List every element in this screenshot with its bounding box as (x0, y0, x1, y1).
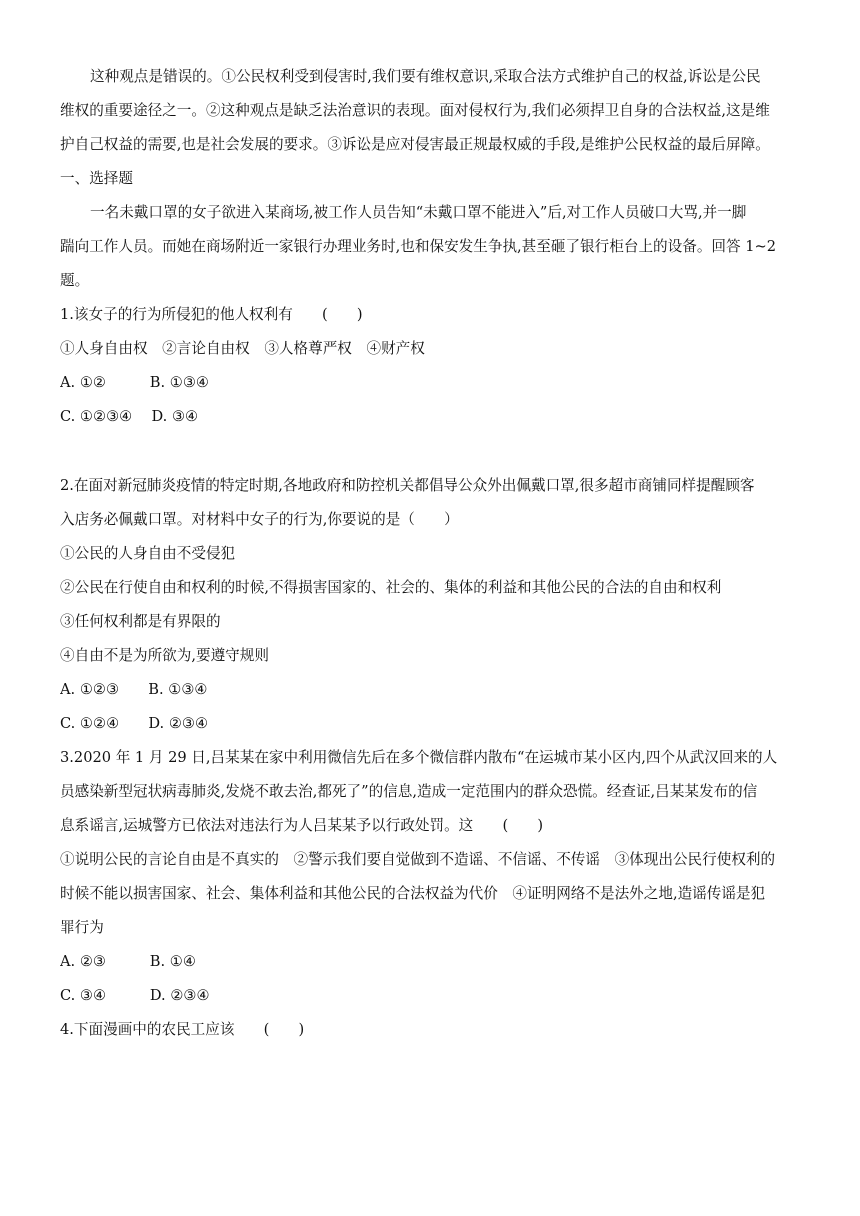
intro-line-1: 这种观点是错误的。①公民权利受到侵害时,我们要有维权意识,采取合法方式维护自己的权益,诉讼是公民 (90, 68, 761, 85)
q2-item-3: ③任何权利都是有界限的 (60, 613, 221, 630)
q1-stem: 1.该女子的行为所侵犯的他人权利有 ( ) (60, 306, 363, 323)
q3-items-line-1: ①说明公民的言论自由是不真实的 ②警示我们要自觉做到不造谣、不信谣、不传谣 ③体现出公民行使权利的 (60, 851, 776, 868)
section-title: 一、选择题 (60, 170, 133, 187)
q4-stem: 4.下面漫画中的农民工应该 ( ) (60, 1021, 305, 1038)
q3-stem-line-1: 3.2020 年 1 月 29 日,吕某某在家中利用微信先后在多个微信群内散布“在运城市某小区内,四个从武汉回来的人 (60, 749, 778, 766)
q3-stem-line-3: 息系谣言,运城警方已依法对违法行为人吕某某予以行政处罚。这 ( ) (60, 817, 544, 834)
q2-stem-line-2: 入店务必佩戴口罩。对材料中女子的行为,你要说的是（ ） (60, 511, 459, 528)
q3-items-line-3: 罪行为 (60, 919, 104, 936)
intro-line-2: 维权的重要途径之一。②这种观点是缺乏法治意识的表现。面对侵权行为,我们必须捍卫自身的合法权益,这是维 (60, 102, 770, 119)
material-line-3: 题。 (60, 272, 90, 289)
q3-items-line-2: 时候不能以损害国家、社会、集体利益和其他公民的合法权益为代价 ④证明网络不是法外之地,造谣传谣是犯 (60, 885, 766, 902)
q3-options-ab: A. ②③ B. ①④ (60, 953, 196, 970)
q2-item-2: ②公民在行使自由和权利的时候,不得损害国家的、社会的、集体的利益和其他公民的合法的自由和权利 (60, 579, 722, 596)
q1-items: ①人身自由权 ②言论自由权 ③人格尊严权 ④财产权 (60, 340, 425, 357)
material-line-2: 踹向工作人员。而她在商场附近一家银行办理业务时,也和保安发生争执,甚至砸了银行柜台上的设备。回答 1~2 (60, 238, 777, 255)
q2-item-4: ④自由不是为所欲为,要遵守规则 (60, 647, 269, 664)
q3-stem-line-2: 员感染新型冠状病毒肺炎,发烧不敢去治,都死了”的信息,造成一定范围内的群众恐慌。经查证,吕某某发布的信 (60, 783, 758, 800)
q2-item-1: ①公民的人身自由不受侵犯 (60, 545, 236, 562)
q1-options-ab: A. ①② B. ①③④ (60, 374, 210, 391)
q2-options-ab: A. ①②③ B. ①③④ (60, 681, 208, 698)
q2-options-cd: C. ①②④ D. ②③④ (60, 715, 209, 732)
q1-options-cd: C. ①②③④ D. ③④ (60, 408, 199, 425)
q3-options-cd: C. ③④ D. ②③④ (60, 987, 210, 1004)
document-page (60, 68, 805, 1055)
material-line-1: 一名未戴口罩的女子欲进入某商场,被工作人员告知“未戴口罩不能进入”后,对工作人员破口大骂,并一脚 (90, 204, 747, 221)
q2-stem-line-1: 2.在面对新冠肺炎疫情的特定时期,各地政府和防控机关都倡导公众外出佩戴口罩,很多超市商铺同样提醒顾客 (60, 477, 755, 494)
intro-line-3: 护自己权益的需要,也是社会发展的要求。③诉讼是应对侵害最正规最权威的手段,是维护公民权益的最后屏障。 (60, 136, 770, 153)
